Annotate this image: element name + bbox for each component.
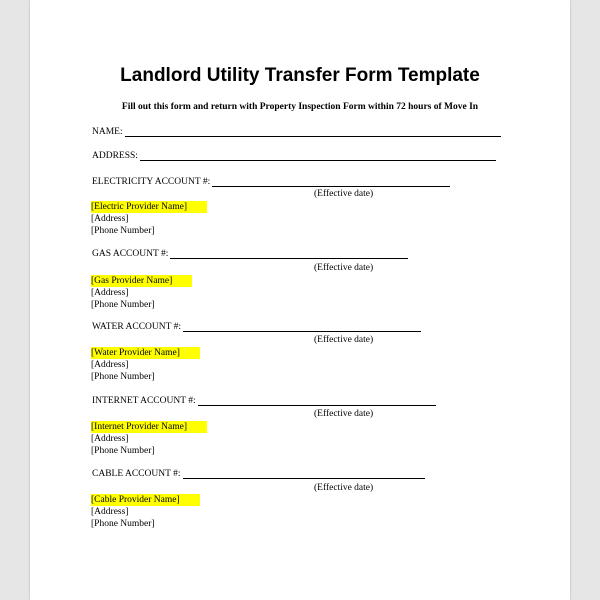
address-field (92, 151, 496, 161)
internet-account-line[interactable] (198, 396, 436, 406)
internet-account-field (92, 396, 436, 406)
water-provider-address: [Address] (91, 360, 129, 370)
document-page (30, 0, 570, 600)
internet-provider-phone: [Phone Number] (91, 446, 155, 456)
water-effective-date: (Effective date) (314, 335, 374, 345)
gas-account-line[interactable] (170, 249, 408, 259)
name-line[interactable] (125, 127, 501, 137)
electricity-account-field (92, 177, 450, 187)
gas-provider-address: [Address] (91, 288, 129, 298)
cable-provider-name: [Cable Provider Name] (91, 494, 200, 506)
water-account-field (92, 322, 421, 332)
name-label: NAME: (92, 127, 123, 137)
internet-provider-block (91, 421, 207, 457)
address-label: ADDRESS: (92, 151, 138, 161)
gas-provider-phone: [Phone Number] (91, 300, 155, 310)
internet-provider-address: [Address] (91, 434, 129, 444)
water-account-line[interactable] (183, 322, 421, 332)
gas-provider-name: [Gas Provider Name] (91, 275, 192, 287)
gas-provider-block (91, 275, 192, 311)
internet-effective-date: (Effective date) (314, 409, 374, 419)
electricity-provider-name: [Electric Provider Name] (91, 201, 207, 213)
electricity-provider-phone: [Phone Number] (91, 226, 155, 236)
gas-effective-date: (Effective date) (314, 263, 374, 273)
water-provider-name: [Water Provider Name] (91, 347, 200, 359)
electricity-account-label: ELECTRICITY ACCOUNT #: (92, 177, 211, 187)
electricity-account-line[interactable] (212, 177, 450, 187)
cable-account-line[interactable] (183, 469, 425, 479)
cable-provider-phone: [Phone Number] (91, 519, 155, 529)
cable-account-field (92, 469, 425, 479)
form-subtitle: Fill out this form and return with Property Inspection Form within 72 hours of Move In (121, 102, 479, 112)
cable-provider-block (91, 494, 200, 530)
name-field (92, 127, 501, 137)
internet-account-label: INTERNET ACCOUNT #: (92, 396, 196, 406)
electricity-effective-date: (Effective date) (314, 189, 374, 199)
electricity-provider-address: [Address] (91, 214, 129, 224)
address-line[interactable] (140, 151, 496, 161)
electricity-provider-block (91, 201, 207, 237)
water-account-label: WATER ACCOUNT #: (92, 322, 182, 332)
cable-account-label: CABLE ACCOUNT #: (92, 469, 181, 479)
water-provider-phone: [Phone Number] (91, 372, 155, 382)
gas-account-field (92, 249, 408, 259)
gas-account-label: GAS ACCOUNT #: (92, 249, 169, 259)
cable-provider-address: [Address] (91, 507, 129, 517)
cable-effective-date: (Effective date) (314, 483, 374, 493)
form-title: Landlord Utility Transfer Form Template (120, 65, 480, 86)
water-provider-block (91, 347, 200, 383)
internet-provider-name: [Internet Provider Name] (91, 421, 207, 433)
